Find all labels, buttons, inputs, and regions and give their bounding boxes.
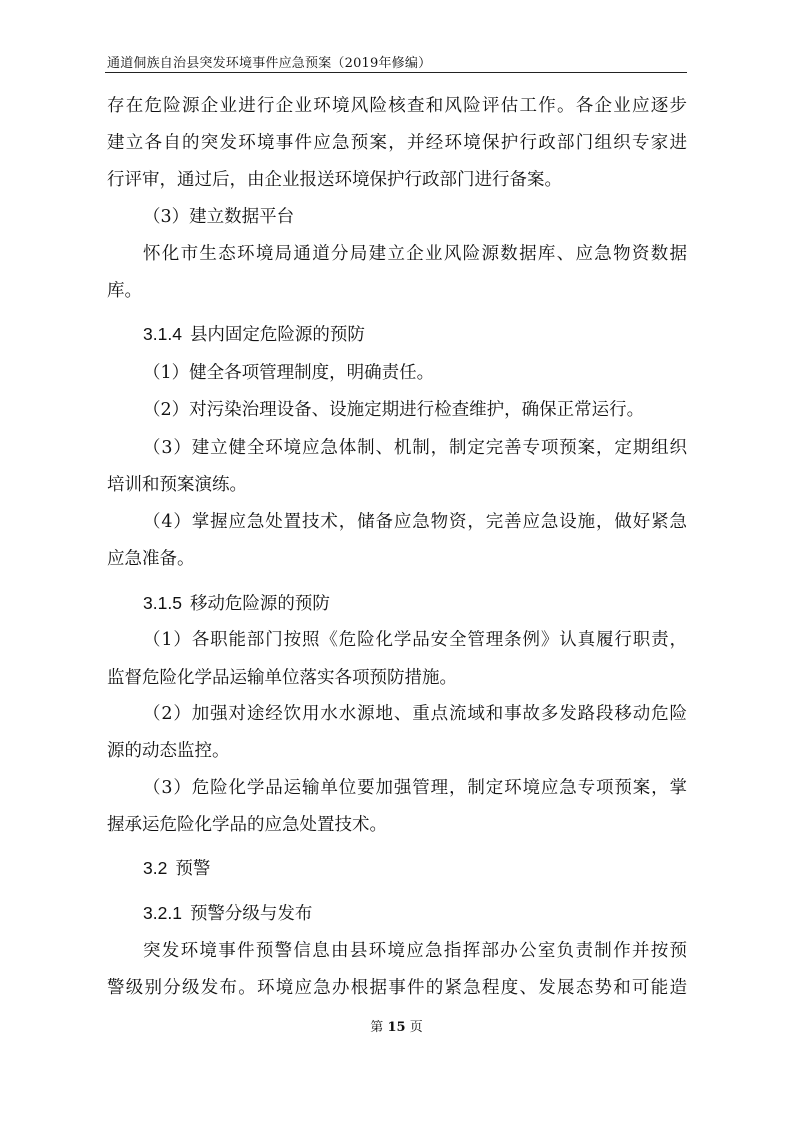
list-item-cont: 源的动态监控。 <box>107 741 230 761</box>
section-number: 3.1.4 <box>143 324 182 344</box>
section-title: 预警分级与发布 <box>189 904 313 924</box>
page-footer <box>0 1016 793 1035</box>
list-item-cont: 培训和预案演练。 <box>107 475 247 495</box>
section-heading-3-2-1 <box>143 901 312 926</box>
list-item: （3）危险化学品运输单位要加强管理，制定环境应急专项预案，掌 <box>143 778 687 798</box>
section-heading-3-1-5 <box>143 591 330 616</box>
body-line: 怀化市生态环境局通道分局建立企业风险源数据库、应急物资数据 <box>143 244 687 264</box>
section-title: 县内固定危险源的预防 <box>189 325 365 345</box>
list-item-cont: 监督危险化学品运输单位落实各项预防措施。 <box>107 668 457 688</box>
list-item-cont: 握承运危险化学品的应急处置技术。 <box>107 815 387 835</box>
body-line: 建立各自的突发环境事件应急预案，并经环境保护行政部门组织专家进 <box>107 133 687 153</box>
list-item: （1）健全各项管理制度，明确责任。 <box>143 363 435 383</box>
running-header: 通道侗族自治县突发环境事件应急预案（2019年修编） <box>107 56 432 71</box>
list-item: （2）对污染治理设备、设施定期进行检查维护，确保正常运行。 <box>143 400 645 420</box>
list-item: （4）掌握应急处置技术，储备应急物资，完善应急设施，做好紧急 <box>143 512 687 532</box>
list-item: （3）建立健全环境应急体制、机制，制定完善专项预案，定期组织 <box>143 438 687 458</box>
list-item: （2）加强对途经饮用水水源地、重点流域和事故多发路段移动危险 <box>143 704 687 724</box>
section-number: 3.2.1 <box>143 903 182 923</box>
section-title: 预警 <box>175 859 211 879</box>
section-heading-3-2 <box>143 856 210 881</box>
body-line: 警级别分级发布。环境应急办根据事件的紧急程度、发展态势和可能造 <box>107 978 687 998</box>
page-prefix: 第 <box>370 1020 384 1035</box>
body-line: 库。 <box>107 281 142 301</box>
section-number: 3.2 <box>143 858 168 878</box>
section-heading-3-1-4 <box>143 322 365 347</box>
page-number: 15 <box>387 1020 406 1035</box>
page-suffix: 页 <box>409 1020 423 1035</box>
body-line: 行评审，通过后，由企业报送环境保护行政部门进行备案。 <box>107 170 562 190</box>
item-title: （3）建立数据平台 <box>143 207 295 227</box>
list-item-cont: 应急准备。 <box>107 549 195 569</box>
body-line: 突发环境事件预警信息由县环境应急指挥部办公室负责制作并按预 <box>143 941 687 961</box>
body-line: 存在危险源企业进行企业环境风险核查和风险评估工作。各企业应逐步 <box>107 96 687 116</box>
section-number: 3.1.5 <box>143 593 182 613</box>
list-item: （1）各职能部门按照《危险化学品安全管理条例》认真履行职责， <box>143 630 687 650</box>
section-title: 移动危险源的预防 <box>189 594 330 614</box>
header-rule <box>105 72 687 73</box>
